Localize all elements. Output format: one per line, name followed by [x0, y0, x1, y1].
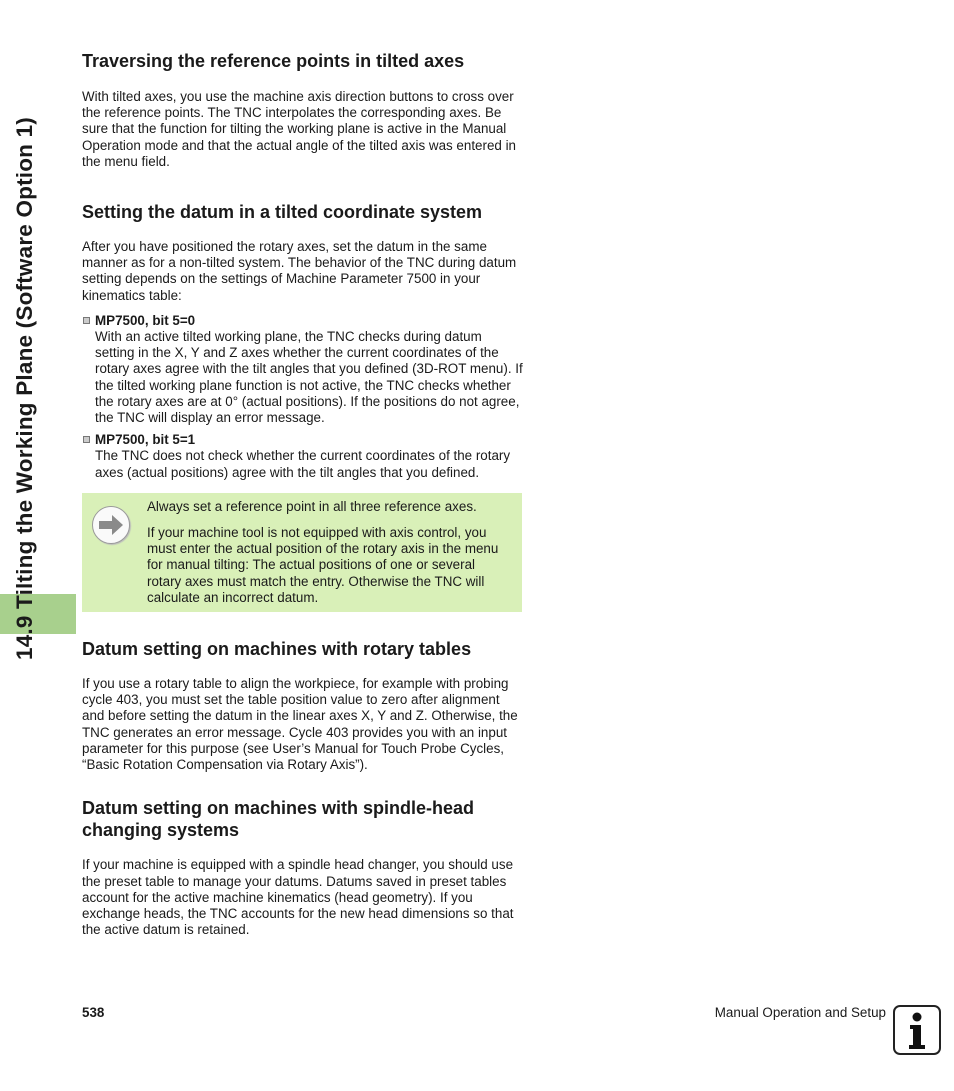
main-content: [82, 48, 524, 938]
heading-setting-datum-tilted: Setting the datum in a tilted coordinate system: [82, 202, 483, 223]
bullet-text: With an active tilted working plane, the TNC checks during datum setting in the X, Y and Z axes whether the current coordinates of the rotary axes agree with the tilt angles that you defined (3D-ROT menu). If the tilted working plane function is not active, the TNC checks whether the rotary axes are at 0° (actual positions). If the positions do not agree, the TNC will display an error message.: [95, 329, 523, 426]
note-box: [82, 493, 522, 612]
side-chapter-title: 14.9 Tilting the Working Plane (Software Option 1): [12, 117, 37, 660]
paragraph-traversing: With tilted axes, you use the machine axis direction buttons to cross over the reference points. The TNC interpolates the corresponding axes. Be sure that the function for tilting the working plane is active in the Manual Operation mode and that the actual angle of the tilted axis was entered in the menu field.: [82, 89, 516, 169]
list-item-mp7500-bit0: [82, 313, 524, 426]
bullet-square-icon: [83, 317, 90, 324]
paragraph-spindle-head: If your machine is equipped with a spindle head changer, you should use the preset table to manage your datums. Datums saved in preset tables account for the active machine kinematics (head geometry). If you exchange heads, the TNC accounts for the new head dimensions so that the active datum is retained.: [82, 857, 514, 938]
bullet-title: MP7500, bit 5=1: [95, 432, 196, 448]
bullet-text: The TNC does not check whether the current coordinates of the rotary axes (actual positions) agree with the tilt angles that you defined.: [95, 448, 511, 480]
page-number: 538: [82, 1005, 105, 1020]
paragraph-rotary-tables: If you use a rotary table to align the workpiece, for example with probing cycle 403, you must set the table position value to zero after alignment and before setting the datum in the linear axes X, Y and Z. Otherwise, the TNC generates an error message. Cycle 403 provides you with an input parameter for this purpose (see User’s Manual for Touch Probe Cycles, “Basic Rotation Compensation via Rotary Axis”).: [82, 676, 518, 773]
note-line-axis-control: If your machine tool is not equipped with axis control, you must enter the actual position of the rotary axis in the menu for manual tilting: The actual positions of one or several rotary axes must match the entry. Otherwise the TNC will calculate an incorrect datum.: [147, 525, 499, 605]
footer-chapter-title: Manual Operation and Setup: [714, 1005, 886, 1020]
arrow-right-icon: [92, 506, 130, 544]
heading-rotary-tables: Datum setting on machines with rotary tables: [82, 639, 472, 660]
list-item-mp7500-bit1: [82, 432, 524, 481]
heading-spindle-head: Datum setting on machines with spindle-head changing systems: [82, 798, 475, 841]
bullet-square-icon: [83, 436, 90, 443]
paragraph-setting-datum: After you have positioned the rotary axes, set the datum in the same manner as for a non-tilted system. The behavior of the TNC during datum setting depends on the settings of Machine Parameter 7500 in your kinematics table:: [82, 239, 517, 303]
info-icon: [893, 1005, 941, 1055]
bullet-title: MP7500, bit 5=0: [95, 312, 196, 328]
heading-traversing-reference-points: Traversing the reference points in tilted axes: [82, 51, 465, 71]
note-line-reference-axes: Always set a reference point in all three reference axes.: [147, 498, 477, 514]
